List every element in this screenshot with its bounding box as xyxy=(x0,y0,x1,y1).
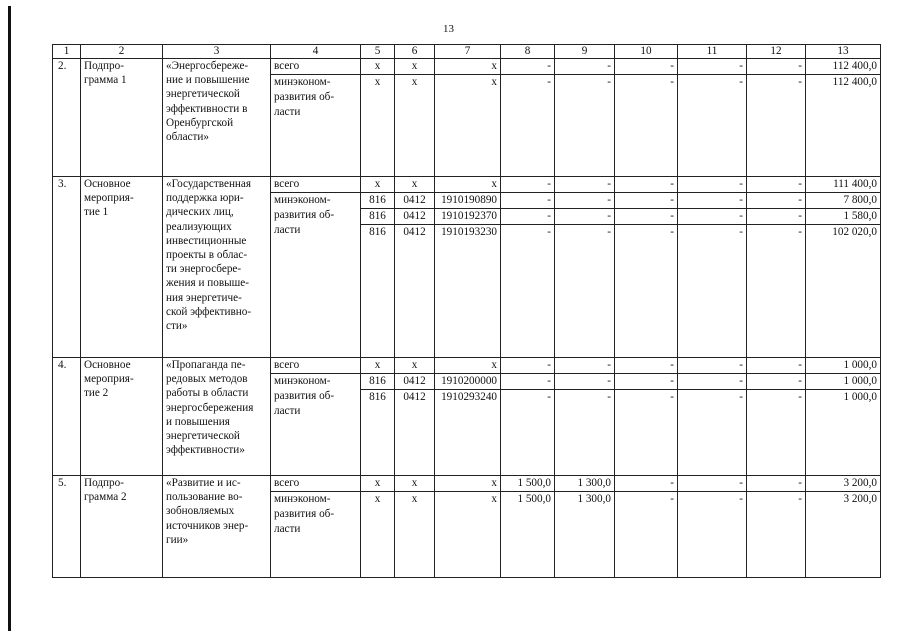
value-line: 1 500,0 xyxy=(517,493,551,505)
value-cell-col-13 xyxy=(806,59,881,177)
value-line: х xyxy=(395,177,434,193)
value-line: - xyxy=(615,209,677,225)
value-line: х xyxy=(395,476,434,492)
value-line: 102 020,0 xyxy=(832,226,877,238)
value-cell-col-13 xyxy=(806,177,881,358)
value-line: - xyxy=(501,209,554,225)
executor-cell xyxy=(271,476,361,578)
value-line: 112 400,0 xyxy=(832,76,877,88)
value-cell-col-6 xyxy=(395,476,435,578)
value-cell-col-11 xyxy=(678,358,747,476)
value-line: 1 000,0 xyxy=(806,358,880,374)
executor-cell xyxy=(271,358,361,476)
value-line: - xyxy=(670,76,674,88)
value-line: - xyxy=(798,226,802,238)
value-cell-col-5 xyxy=(361,59,395,177)
col-header-10: 10 xyxy=(615,45,678,59)
value-line: 816 xyxy=(369,226,386,238)
value-line: 0412 xyxy=(395,374,434,390)
value-cell-col-9 xyxy=(555,476,615,578)
value-line: х xyxy=(361,358,394,374)
value-line: 111 400,0 xyxy=(806,177,880,193)
item-name: Основное мероприя- тие 1 xyxy=(81,177,163,358)
value-line: 1 000,0 xyxy=(806,374,880,390)
value-line: 1 300,0 xyxy=(577,493,611,505)
value-line: 0412 xyxy=(395,209,434,225)
value-line: - xyxy=(555,59,614,75)
value-cell-col-12 xyxy=(747,177,806,358)
col-header-11: 11 xyxy=(678,45,747,59)
value-line: 0412 xyxy=(395,193,434,209)
item-title: «Развитие и ис- пользование во- зобновляемых источников энер- гии» xyxy=(163,476,271,578)
value-cell-col-5 xyxy=(361,358,395,476)
value-line: х xyxy=(435,358,500,374)
value-line: - xyxy=(747,193,805,209)
value-line: - xyxy=(747,59,805,75)
value-line: х xyxy=(361,59,394,75)
value-line: 0412 xyxy=(403,226,426,238)
value-cell-col-12 xyxy=(747,358,806,476)
value-line: - xyxy=(555,209,614,225)
value-line: - xyxy=(501,59,554,75)
header-row xyxy=(53,45,881,59)
value-line: 0412 xyxy=(403,391,426,403)
value-cell-col-8 xyxy=(501,358,555,476)
value-line: 1 500,0 xyxy=(501,476,554,492)
value-line: х xyxy=(374,493,381,505)
value-line: х xyxy=(395,358,434,374)
value-line: 1910192370 xyxy=(435,209,500,225)
value-line: - xyxy=(555,193,614,209)
value-line: - xyxy=(747,476,805,492)
col-header-5: 5 xyxy=(361,45,395,59)
value-line: - xyxy=(739,226,743,238)
executor-department: минэконом- развития об- ласти xyxy=(274,76,335,118)
value-line: х xyxy=(411,493,418,505)
item-name: Подпро- грамма 1 xyxy=(81,59,163,177)
value-cell-col-12 xyxy=(747,476,806,578)
value-line: х xyxy=(395,59,434,75)
value-line: 3 200,0 xyxy=(806,476,880,492)
executor-department: минэконом- развития об- ласти xyxy=(274,493,335,535)
value-line: - xyxy=(547,391,551,403)
value-line: - xyxy=(798,76,802,88)
executor-total: всего xyxy=(271,358,360,374)
item-title: «Энергосбереже- ние и повышение энергетической эффективности в Оренбургской области» xyxy=(163,59,271,177)
table-row xyxy=(53,476,881,578)
value-line: - xyxy=(615,177,677,193)
value-cell-col-6 xyxy=(395,358,435,476)
value-cell-col-6 xyxy=(395,177,435,358)
left-margin-bar xyxy=(8,6,11,631)
value-line: - xyxy=(555,177,614,193)
value-cell-col-11 xyxy=(678,59,747,177)
value-cell-col-13 xyxy=(806,358,881,476)
row-number: 5. xyxy=(53,476,81,578)
value-line: 1910190890 xyxy=(435,193,500,209)
value-line: - xyxy=(678,193,746,209)
value-line: х xyxy=(491,493,497,505)
value-line: 1910200000 xyxy=(435,374,500,390)
value-line: 816 xyxy=(361,209,394,225)
value-cell-col-7 xyxy=(435,177,501,358)
value-line: 3 200,0 xyxy=(843,493,877,505)
value-line: - xyxy=(501,177,554,193)
value-line: - xyxy=(739,76,743,88)
value-line: - xyxy=(678,358,746,374)
table-body xyxy=(53,45,881,578)
value-cell-col-7 xyxy=(435,476,501,578)
value-line: 1910293240 xyxy=(441,391,497,403)
value-line: - xyxy=(747,209,805,225)
col-header-6: 6 xyxy=(395,45,435,59)
value-line: - xyxy=(670,226,674,238)
col-header-12: 12 xyxy=(747,45,806,59)
value-line: - xyxy=(615,59,677,75)
value-line: - xyxy=(678,209,746,225)
value-cell-col-8 xyxy=(501,177,555,358)
value-line: - xyxy=(615,374,677,390)
executor-total: всего xyxy=(271,59,360,75)
value-line: - xyxy=(607,391,611,403)
value-line: 1 580,0 xyxy=(806,209,880,225)
col-header-2: 2 xyxy=(81,45,163,59)
page-number: 13 xyxy=(443,23,454,35)
value-line: - xyxy=(678,59,746,75)
col-header-7: 7 xyxy=(435,45,501,59)
item-title: «Государственная поддержка юри- дических лиц, реализующих инвестиционные проекты в облас- ти энергосбере- жения и повыше- ния энергетиче- ской эффективно- сти» xyxy=(163,177,271,358)
value-cell-col-7 xyxy=(435,358,501,476)
value-line: 816 xyxy=(369,391,386,403)
value-line: 7 800,0 xyxy=(806,193,880,209)
budget-table xyxy=(52,44,881,578)
col-header-13: 13 xyxy=(806,45,881,59)
value-line: - xyxy=(678,374,746,390)
value-line: - xyxy=(678,177,746,193)
value-line: - xyxy=(547,76,551,88)
value-cell-col-10 xyxy=(615,476,678,578)
value-cell-col-11 xyxy=(678,476,747,578)
value-cell-col-12 xyxy=(747,59,806,177)
value-cell-col-8 xyxy=(501,476,555,578)
value-line: - xyxy=(747,374,805,390)
value-line: - xyxy=(670,493,674,505)
value-line: х xyxy=(435,476,500,492)
executor-cell xyxy=(271,177,361,358)
col-header-4: 4 xyxy=(271,45,361,59)
executor-cell xyxy=(271,59,361,177)
table-row xyxy=(53,59,881,177)
value-line: х xyxy=(411,76,418,88)
value-line: х xyxy=(435,59,500,75)
value-cell-col-10 xyxy=(615,177,678,358)
value-line: - xyxy=(739,493,743,505)
value-line: х xyxy=(361,476,394,492)
table-row xyxy=(53,177,881,358)
row-number: 4. xyxy=(53,358,81,476)
value-line: 1 300,0 xyxy=(555,476,614,492)
col-header-1: 1 xyxy=(53,45,81,59)
value-line: - xyxy=(555,374,614,390)
value-line: - xyxy=(670,391,674,403)
item-name: Основное мероприя- тие 2 xyxy=(81,358,163,476)
value-line: - xyxy=(501,193,554,209)
value-cell-col-8 xyxy=(501,59,555,177)
executor-department: минэконом- развития об- ласти xyxy=(274,194,335,236)
value-line: х xyxy=(491,76,497,88)
value-line: 1910193230 xyxy=(441,226,497,238)
value-cell-col-9 xyxy=(555,59,615,177)
value-line: - xyxy=(607,226,611,238)
value-line: - xyxy=(615,476,677,492)
value-line: х xyxy=(374,76,381,88)
value-line: - xyxy=(747,358,805,374)
value-cell-col-10 xyxy=(615,358,678,476)
table-row xyxy=(53,358,881,476)
col-header-3: 3 xyxy=(163,45,271,59)
col-header-9: 9 xyxy=(555,45,615,59)
value-line: - xyxy=(747,177,805,193)
value-line: - xyxy=(607,76,611,88)
value-line: 816 xyxy=(361,193,394,209)
row-number: 3. xyxy=(53,177,81,358)
item-title: «Пропаганда пе- редовых методов работы в области энергосбережения и повышения энергетической эффективности» xyxy=(163,358,271,476)
executor-department: минэконом- развития об- ласти xyxy=(274,375,335,417)
value-cell-col-6 xyxy=(395,59,435,177)
value-line: - xyxy=(547,226,551,238)
value-line: - xyxy=(798,391,802,403)
value-line: - xyxy=(678,476,746,492)
value-cell-col-5 xyxy=(361,177,395,358)
value-cell-col-9 xyxy=(555,358,615,476)
value-cell-col-9 xyxy=(555,177,615,358)
value-line: 816 xyxy=(361,374,394,390)
value-cell-col-5 xyxy=(361,476,395,578)
executor-total: всего xyxy=(271,177,360,193)
value-line: - xyxy=(615,193,677,209)
item-name: Подпро- грамма 2 xyxy=(81,476,163,578)
value-line: - xyxy=(501,374,554,390)
value-cell-col-7 xyxy=(435,59,501,177)
value-line: - xyxy=(615,358,677,374)
value-cell-col-13 xyxy=(806,476,881,578)
value-cell-col-11 xyxy=(678,177,747,358)
value-line: х xyxy=(361,177,394,193)
value-line: - xyxy=(739,391,743,403)
value-line: - xyxy=(501,358,554,374)
executor-total: всего xyxy=(271,476,360,492)
row-number: 2. xyxy=(53,59,81,177)
value-line: х xyxy=(435,177,500,193)
value-line: - xyxy=(798,493,802,505)
col-header-8: 8 xyxy=(501,45,555,59)
value-line: 1 000,0 xyxy=(843,391,877,403)
value-cell-col-10 xyxy=(615,59,678,177)
value-line: 112 400,0 xyxy=(806,59,880,75)
value-line: - xyxy=(555,358,614,374)
